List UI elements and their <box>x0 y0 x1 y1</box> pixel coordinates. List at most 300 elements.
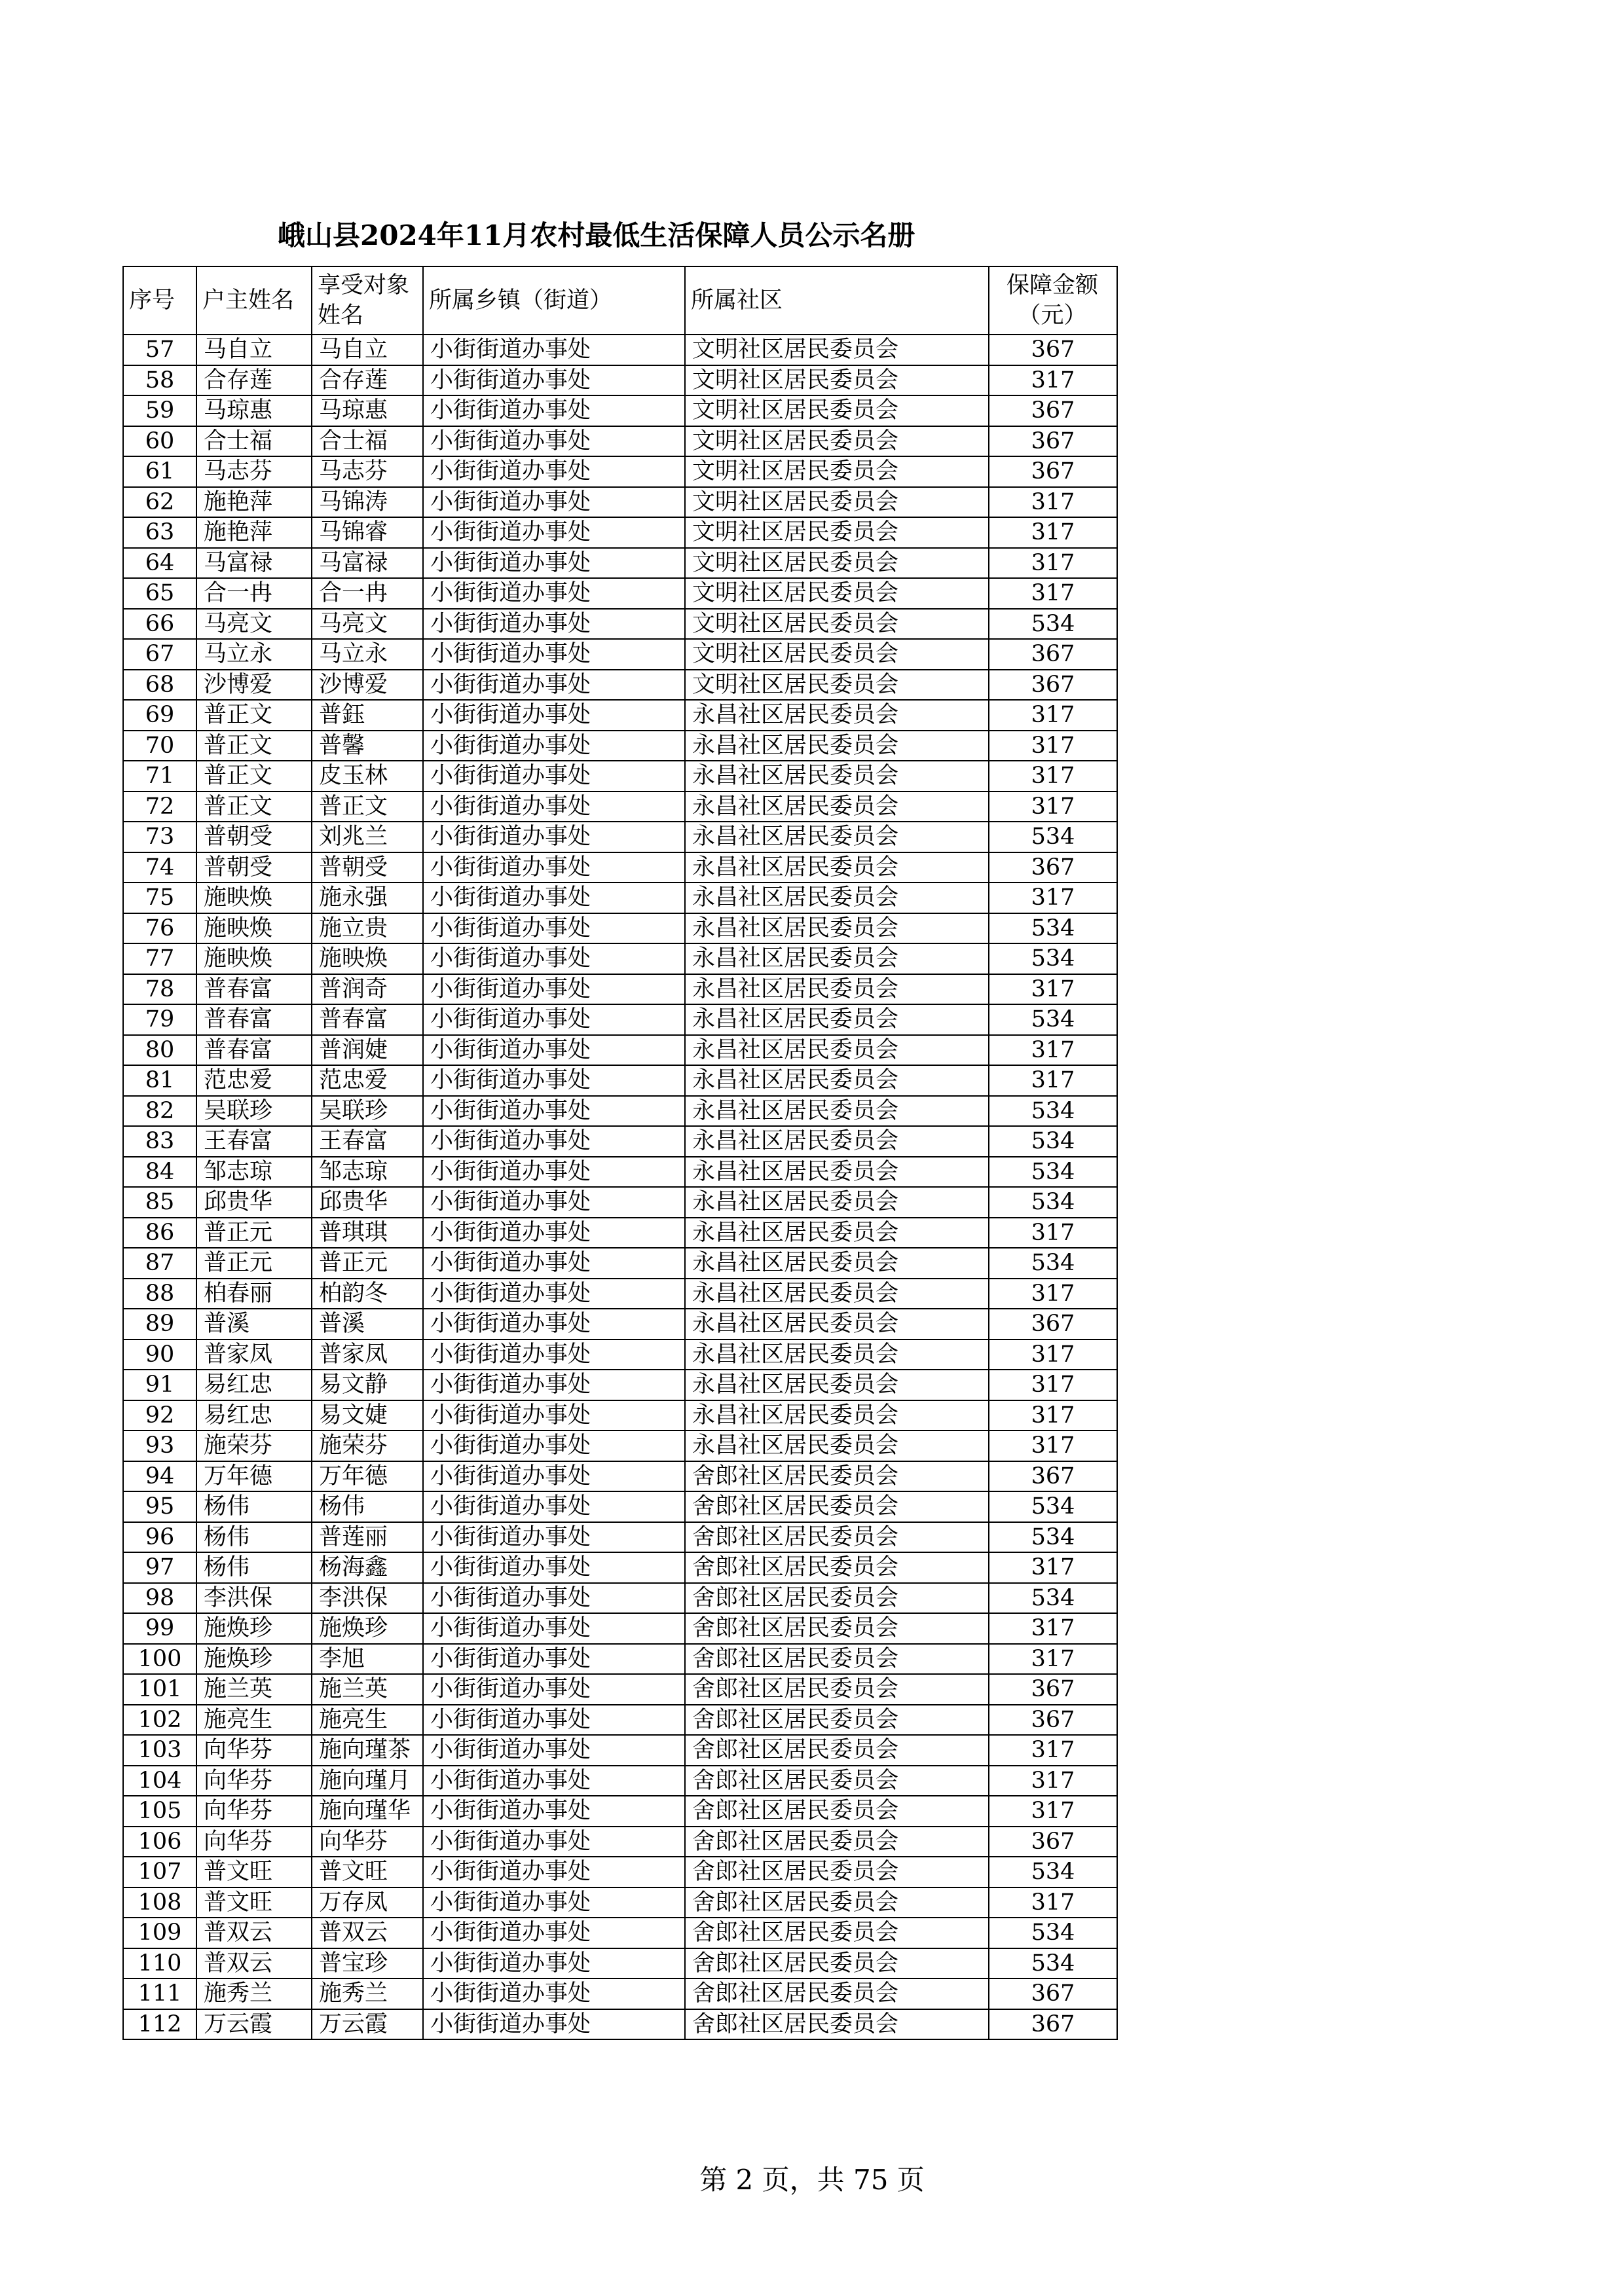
cell-number: 104 <box>123 1766 196 1796</box>
cell-number: 107 <box>123 1857 196 1887</box>
table-row <box>123 1370 1117 1400</box>
cell-community: 文明社区居民委员会 <box>685 487 989 518</box>
cell-township: 小街街道办事处 <box>423 578 685 609</box>
cell-number: 75 <box>123 883 196 913</box>
cell-number: 109 <box>123 1918 196 1948</box>
table-row <box>123 639 1117 670</box>
cell-amount: 534 <box>989 1918 1117 1948</box>
cell-householder: 普双云 <box>196 1918 312 1948</box>
cell-number: 59 <box>123 395 196 426</box>
table-row <box>123 1187 1117 1218</box>
table-row <box>123 1461 1117 1492</box>
table-row <box>123 1674 1117 1705</box>
cell-amount: 367 <box>989 1978 1117 2009</box>
cell-township: 小街街道办事处 <box>423 1370 685 1400</box>
cell-number: 71 <box>123 761 196 792</box>
cell-householder: 向华芬 <box>196 1796 312 1827</box>
cell-beneficiary: 普润奇 <box>312 974 423 1005</box>
cell-householder: 向华芬 <box>196 1766 312 1796</box>
cell-community: 永昌社区居民委员会 <box>685 883 989 913</box>
cell-beneficiary: 合一冉 <box>312 578 423 609</box>
cell-beneficiary: 刘兆兰 <box>312 822 423 852</box>
cell-number: 94 <box>123 1461 196 1492</box>
cell-householder: 施艳萍 <box>196 517 312 548</box>
cell-beneficiary: 施永强 <box>312 883 423 913</box>
cell-number: 106 <box>123 1827 196 1857</box>
table-row <box>123 761 1117 792</box>
cell-amount: 317 <box>989 883 1117 913</box>
cell-number: 65 <box>123 578 196 609</box>
cell-number: 63 <box>123 517 196 548</box>
cell-beneficiary: 普朝受 <box>312 852 423 883</box>
table-row <box>123 943 1117 974</box>
cell-beneficiary: 马亮文 <box>312 609 423 640</box>
cell-community: 文明社区居民委员会 <box>685 395 989 426</box>
cell-beneficiary: 易文静 <box>312 1370 423 1400</box>
cell-community: 舍郎社区居民委员会 <box>685 2009 989 2040</box>
table-row <box>123 1248 1117 1279</box>
cell-number: 67 <box>123 639 196 670</box>
cell-householder: 普春富 <box>196 1035 312 1066</box>
cell-number: 90 <box>123 1339 196 1370</box>
cell-amount: 534 <box>989 1583 1117 1614</box>
table-row <box>123 609 1117 640</box>
cell-amount: 317 <box>989 1613 1117 1644</box>
cell-number: 64 <box>123 548 196 579</box>
cell-township: 小街街道办事处 <box>423 1887 685 1918</box>
cell-community: 永昌社区居民委员会 <box>685 1035 989 1066</box>
cell-amount: 317 <box>989 487 1117 518</box>
cell-community: 文明社区居民委员会 <box>685 670 989 701</box>
cell-beneficiary: 范忠爱 <box>312 1065 423 1096</box>
cell-householder: 李洪保 <box>196 1583 312 1614</box>
cell-beneficiary: 马立永 <box>312 639 423 670</box>
cell-community: 永昌社区居民委员会 <box>685 1126 989 1157</box>
cell-community: 舍郎社区居民委员会 <box>685 1735 989 1766</box>
cell-township: 小街街道办事处 <box>423 1248 685 1279</box>
cell-community: 舍郎社区居民委员会 <box>685 1796 989 1827</box>
header-number: 序号 <box>123 266 196 335</box>
cell-community: 永昌社区居民委员会 <box>685 761 989 792</box>
cell-township: 小街街道办事处 <box>423 731 685 761</box>
cell-amount: 367 <box>989 1461 1117 1492</box>
table-row <box>123 1309 1117 1339</box>
cell-number: 68 <box>123 670 196 701</box>
cell-beneficiary: 施立贵 <box>312 913 423 944</box>
cell-community: 永昌社区居民委员会 <box>685 913 989 944</box>
cell-community: 永昌社区居民委员会 <box>685 822 989 852</box>
cell-householder: 普正文 <box>196 700 312 731</box>
table-row <box>123 1735 1117 1766</box>
cell-householder: 施秀兰 <box>196 1978 312 2009</box>
table-row <box>123 1065 1117 1096</box>
cell-amount: 534 <box>989 1157 1117 1188</box>
cell-township: 小街街道办事处 <box>423 1857 685 1887</box>
cell-township: 小街街道办事处 <box>423 1157 685 1188</box>
cell-amount: 317 <box>989 548 1117 579</box>
cell-number: 77 <box>123 943 196 974</box>
cell-community: 永昌社区居民委员会 <box>685 700 989 731</box>
cell-community: 永昌社区居民委员会 <box>685 1279 989 1309</box>
cell-beneficiary: 施向瑾月 <box>312 1766 423 1796</box>
cell-householder: 普朝受 <box>196 822 312 852</box>
cell-number: 105 <box>123 1796 196 1827</box>
cell-community: 文明社区居民委员会 <box>685 426 989 457</box>
cell-beneficiary: 李洪保 <box>312 1583 423 1614</box>
cell-householder: 施映焕 <box>196 883 312 913</box>
cell-number: 110 <box>123 1948 196 1979</box>
cell-amount: 317 <box>989 1065 1117 1096</box>
cell-community: 永昌社区居民委员会 <box>685 974 989 1005</box>
cell-amount: 317 <box>989 1035 1117 1066</box>
table-row <box>123 548 1117 579</box>
cell-beneficiary: 马锦睿 <box>312 517 423 548</box>
cell-township: 小街街道办事处 <box>423 1948 685 1979</box>
table-row <box>123 1552 1117 1583</box>
table-row <box>123 395 1117 426</box>
cell-township: 小街街道办事处 <box>423 487 685 518</box>
cell-township: 小街街道办事处 <box>423 1309 685 1339</box>
cell-beneficiary: 普宝珍 <box>312 1948 423 1979</box>
cell-township: 小街街道办事处 <box>423 1004 685 1035</box>
cell-amount: 367 <box>989 1705 1117 1736</box>
cell-amount: 534 <box>989 822 1117 852</box>
cell-householder: 合一冉 <box>196 578 312 609</box>
table-row <box>123 852 1117 883</box>
cell-householder: 马立永 <box>196 639 312 670</box>
cell-householder: 普文旺 <box>196 1887 312 1918</box>
cell-number: 81 <box>123 1065 196 1096</box>
cell-amount: 317 <box>989 1279 1117 1309</box>
cell-community: 永昌社区居民委员会 <box>685 1400 989 1431</box>
cell-householder: 吴联珍 <box>196 1096 312 1127</box>
cell-number: 69 <box>123 700 196 731</box>
cell-amount: 367 <box>989 335 1117 365</box>
table-row <box>123 1218 1117 1248</box>
cell-township: 小街街道办事处 <box>423 1978 685 2009</box>
table-row <box>123 1887 1117 1918</box>
cell-beneficiary: 马自立 <box>312 335 423 365</box>
cell-amount: 534 <box>989 1491 1117 1522</box>
cell-householder: 易红忠 <box>196 1370 312 1400</box>
cell-beneficiary: 杨伟 <box>312 1491 423 1522</box>
cell-number: 80 <box>123 1035 196 1066</box>
cell-township: 小街街道办事处 <box>423 1461 685 1492</box>
table-row <box>123 1583 1117 1614</box>
table-row <box>123 1827 1117 1857</box>
cell-number: 88 <box>123 1279 196 1309</box>
cell-community: 永昌社区居民委员会 <box>685 731 989 761</box>
cell-township: 小街街道办事处 <box>423 1065 685 1096</box>
cell-number: 92 <box>123 1400 196 1431</box>
cell-beneficiary: 施兰英 <box>312 1674 423 1705</box>
cell-township: 小街街道办事处 <box>423 792 685 822</box>
cell-amount: 317 <box>989 700 1117 731</box>
cell-beneficiary: 邱贵华 <box>312 1187 423 1218</box>
cell-township: 小街街道办事处 <box>423 1735 685 1766</box>
cell-community: 舍郎社区居民委员会 <box>685 1583 989 1614</box>
cell-community: 文明社区居民委员会 <box>685 365 989 396</box>
table-row <box>123 578 1117 609</box>
cell-householder: 向华芬 <box>196 1735 312 1766</box>
cell-number: 112 <box>123 2009 196 2040</box>
cell-township: 小街街道办事处 <box>423 517 685 548</box>
cell-beneficiary: 施秀兰 <box>312 1978 423 2009</box>
cell-householder: 马琼惠 <box>196 395 312 426</box>
cell-township: 小街街道办事处 <box>423 852 685 883</box>
cell-beneficiary: 马锦涛 <box>312 487 423 518</box>
cell-amount: 317 <box>989 1218 1117 1248</box>
cell-amount: 317 <box>989 365 1117 396</box>
cell-amount: 317 <box>989 1430 1117 1461</box>
cell-township: 小街街道办事处 <box>423 1796 685 1827</box>
cell-community: 永昌社区居民委员会 <box>685 1309 989 1339</box>
cell-township: 小街街道办事处 <box>423 1400 685 1431</box>
cell-beneficiary: 施映焕 <box>312 943 423 974</box>
table-row <box>123 1339 1117 1370</box>
cell-community: 舍郎社区居民委员会 <box>685 1705 989 1736</box>
page-title: 峨山县2024年11月农村最低生活保障人员公示名册 <box>278 219 915 251</box>
table-row <box>123 974 1117 1005</box>
cell-community: 永昌社区居民委员会 <box>685 1370 989 1400</box>
cell-number: 76 <box>123 913 196 944</box>
cell-township: 小街街道办事处 <box>423 1126 685 1157</box>
cell-amount: 317 <box>989 1644 1117 1675</box>
table-row <box>123 426 1117 457</box>
cell-township: 小街街道办事处 <box>423 1491 685 1522</box>
table-row <box>123 456 1117 487</box>
cell-township: 小街街道办事处 <box>423 1766 685 1796</box>
cell-amount: 317 <box>989 1370 1117 1400</box>
cell-amount: 367 <box>989 2009 1117 2040</box>
cell-township: 小街街道办事处 <box>423 1430 685 1461</box>
table-body <box>123 335 1117 2039</box>
cell-householder: 普朝受 <box>196 852 312 883</box>
cell-householder: 合存莲 <box>196 365 312 396</box>
cell-community: 舍郎社区居民委员会 <box>685 1766 989 1796</box>
cell-number: 101 <box>123 1674 196 1705</box>
cell-householder: 王春富 <box>196 1126 312 1157</box>
cell-beneficiary: 马琼惠 <box>312 395 423 426</box>
table-row <box>123 365 1117 396</box>
cell-householder: 普正元 <box>196 1248 312 1279</box>
table-row <box>123 913 1117 944</box>
cell-township: 小街街道办事处 <box>423 1035 685 1066</box>
header-householder: 户主姓名 <box>196 266 312 335</box>
table-row <box>123 517 1117 548</box>
cell-amount: 534 <box>989 1248 1117 1279</box>
table-row <box>123 1978 1117 2009</box>
cell-township: 小街街道办事处 <box>423 700 685 731</box>
cell-beneficiary: 万存凤 <box>312 1887 423 1918</box>
cell-community: 舍郎社区居民委员会 <box>685 1552 989 1583</box>
cell-amount: 367 <box>989 426 1117 457</box>
cell-township: 小街街道办事处 <box>423 365 685 396</box>
cell-householder: 易红忠 <box>196 1400 312 1431</box>
cell-township: 小街街道办事处 <box>423 1583 685 1614</box>
table-row <box>123 1035 1117 1066</box>
cell-township: 小街街道办事处 <box>423 1339 685 1370</box>
cell-beneficiary: 普双云 <box>312 1918 423 1948</box>
cell-amount: 367 <box>989 1674 1117 1705</box>
cell-community: 文明社区居民委员会 <box>685 578 989 609</box>
cell-amount: 317 <box>989 1766 1117 1796</box>
table-row <box>123 1491 1117 1522</box>
cell-township: 小街街道办事处 <box>423 456 685 487</box>
cell-beneficiary: 向华芬 <box>312 1827 423 1857</box>
cell-householder: 向华芬 <box>196 1827 312 1857</box>
cell-beneficiary: 合士福 <box>312 426 423 457</box>
cell-amount: 367 <box>989 639 1117 670</box>
cell-householder: 马富禄 <box>196 548 312 579</box>
cell-community: 舍郎社区居民委员会 <box>685 1644 989 1675</box>
cell-householder: 施映焕 <box>196 913 312 944</box>
cell-township: 小街街道办事处 <box>423 974 685 1005</box>
cell-amount: 534 <box>989 1096 1117 1127</box>
cell-amount: 367 <box>989 395 1117 426</box>
cell-township: 小街街道办事处 <box>423 1522 685 1553</box>
cell-beneficiary: 杨海鑫 <box>312 1552 423 1583</box>
table-row <box>123 822 1117 852</box>
cell-number: 98 <box>123 1583 196 1614</box>
cell-community: 永昌社区居民委员会 <box>685 1248 989 1279</box>
cell-amount: 317 <box>989 1796 1117 1827</box>
cell-beneficiary: 普莲丽 <box>312 1522 423 1553</box>
cell-householder: 合士福 <box>196 426 312 457</box>
cell-householder: 普文旺 <box>196 1857 312 1887</box>
cell-householder: 施焕珍 <box>196 1613 312 1644</box>
cell-amount: 317 <box>989 578 1117 609</box>
cell-township: 小街街道办事处 <box>423 1918 685 1948</box>
cell-community: 文明社区居民委员会 <box>685 456 989 487</box>
cell-township: 小街街道办事处 <box>423 548 685 579</box>
cell-amount: 534 <box>989 1004 1117 1035</box>
cell-amount: 534 <box>989 1522 1117 1553</box>
cell-number: 99 <box>123 1613 196 1644</box>
cell-amount: 317 <box>989 1887 1117 1918</box>
cell-number: 60 <box>123 426 196 457</box>
cell-community: 文明社区居民委员会 <box>685 639 989 670</box>
cell-householder: 普家凤 <box>196 1339 312 1370</box>
cell-amount: 317 <box>989 1400 1117 1431</box>
cell-community: 舍郎社区居民委员会 <box>685 1827 989 1857</box>
cell-beneficiary: 易文婕 <box>312 1400 423 1431</box>
cell-beneficiary: 皮玉林 <box>312 761 423 792</box>
cell-householder: 马自立 <box>196 335 312 365</box>
cell-township: 小街街道办事处 <box>423 1644 685 1675</box>
cell-beneficiary: 普溪 <box>312 1309 423 1339</box>
cell-beneficiary: 施焕珍 <box>312 1613 423 1644</box>
cell-community: 永昌社区居民委员会 <box>685 1157 989 1188</box>
cell-beneficiary: 柏韵冬 <box>312 1279 423 1309</box>
table-row <box>123 1004 1117 1035</box>
table-row <box>123 1796 1117 1827</box>
cell-beneficiary: 沙博爱 <box>312 670 423 701</box>
cell-amount: 534 <box>989 913 1117 944</box>
cell-beneficiary: 吴联珍 <box>312 1096 423 1127</box>
cell-number: 73 <box>123 822 196 852</box>
cell-number: 97 <box>123 1552 196 1583</box>
cell-community: 舍郎社区居民委员会 <box>685 1461 989 1492</box>
cell-community: 永昌社区居民委员会 <box>685 1218 989 1248</box>
table-row <box>123 1400 1117 1431</box>
cell-township: 小街街道办事处 <box>423 913 685 944</box>
cell-number: 108 <box>123 1887 196 1918</box>
cell-amount: 534 <box>989 1948 1117 1979</box>
cell-township: 小街街道办事处 <box>423 1552 685 1583</box>
cell-community: 永昌社区居民委员会 <box>685 1096 989 1127</box>
cell-beneficiary: 万年德 <box>312 1461 423 1492</box>
cell-community: 永昌社区居民委员会 <box>685 852 989 883</box>
table-row <box>123 1766 1117 1796</box>
cell-number: 58 <box>123 365 196 396</box>
cell-community: 舍郎社区居民委员会 <box>685 1887 989 1918</box>
cell-community: 舍郎社区居民委员会 <box>685 1491 989 1522</box>
cell-householder: 普溪 <box>196 1309 312 1339</box>
cell-number: 82 <box>123 1096 196 1127</box>
cell-householder: 施艳萍 <box>196 487 312 518</box>
cell-householder: 普春富 <box>196 1004 312 1035</box>
cell-beneficiary: 普正元 <box>312 1248 423 1279</box>
cell-township: 小街街道办事处 <box>423 1705 685 1736</box>
cell-township: 小街街道办事处 <box>423 335 685 365</box>
cell-number: 66 <box>123 609 196 640</box>
cell-community: 永昌社区居民委员会 <box>685 1065 989 1096</box>
cell-township: 小街街道办事处 <box>423 1674 685 1705</box>
cell-beneficiary: 普春富 <box>312 1004 423 1035</box>
cell-beneficiary: 普馨 <box>312 731 423 761</box>
cell-amount: 317 <box>989 731 1117 761</box>
cell-community: 舍郎社区居民委员会 <box>685 1613 989 1644</box>
cell-number: 78 <box>123 974 196 1005</box>
cell-householder: 普春富 <box>196 974 312 1005</box>
cell-beneficiary: 李旭 <box>312 1644 423 1675</box>
cell-householder: 杨伟 <box>196 1552 312 1583</box>
cell-community: 舍郎社区居民委员会 <box>685 1522 989 1553</box>
cell-number: 74 <box>123 852 196 883</box>
cell-township: 小街街道办事处 <box>423 761 685 792</box>
cell-householder: 柏春丽 <box>196 1279 312 1309</box>
cell-amount: 534 <box>989 943 1117 974</box>
cell-beneficiary: 马志芬 <box>312 456 423 487</box>
table-row <box>123 1157 1117 1188</box>
cell-township: 小街街道办事处 <box>423 2009 685 2040</box>
cell-householder: 施焕珍 <box>196 1644 312 1675</box>
cell-beneficiary: 普正文 <box>312 792 423 822</box>
cell-householder: 邱贵华 <box>196 1187 312 1218</box>
cell-community: 永昌社区居民委员会 <box>685 943 989 974</box>
cell-householder: 马志芬 <box>196 456 312 487</box>
cell-township: 小街街道办事处 <box>423 1096 685 1127</box>
table-row <box>123 1096 1117 1127</box>
cell-township: 小街街道办事处 <box>423 639 685 670</box>
cell-township: 小街街道办事处 <box>423 1827 685 1857</box>
cell-township: 小街街道办事处 <box>423 395 685 426</box>
cell-number: 57 <box>123 335 196 365</box>
cell-number: 87 <box>123 1248 196 1279</box>
table-row <box>123 1430 1117 1461</box>
cell-community: 舍郎社区居民委员会 <box>685 1978 989 2009</box>
cell-beneficiary: 普鈺 <box>312 700 423 731</box>
cell-amount: 534 <box>989 1187 1117 1218</box>
cell-community: 文明社区居民委员会 <box>685 548 989 579</box>
cell-township: 小街街道办事处 <box>423 609 685 640</box>
cell-number: 85 <box>123 1187 196 1218</box>
cell-community: 文明社区居民委员会 <box>685 335 989 365</box>
cell-householder: 马亮文 <box>196 609 312 640</box>
cell-number: 95 <box>123 1491 196 1522</box>
cell-amount: 534 <box>989 1857 1117 1887</box>
